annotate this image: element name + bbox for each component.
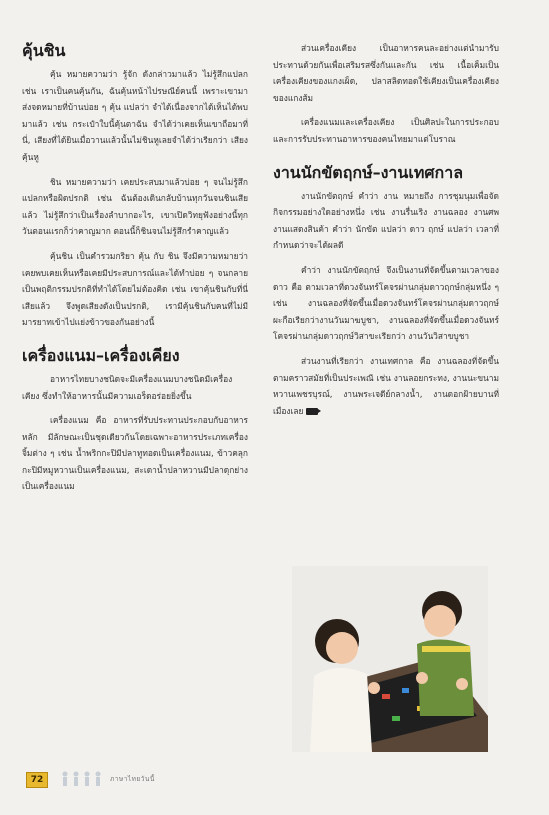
paragraph-khrueang-naem: เครื่องแนม คือ อาหารที่รับประทานประกอบกับอาหารหลัก มีลักษณะเป็นชุดเดียวกันโดยเฉพาะอาหารประเภทเครื่องจิ้มต่าง ๆ เช่น น้ำพริกกะปิมีปลาทูทอดเป็นเครื่องแนม, ข้าวคลุกกะปิมีหมูหวานเป็นเครื่องแนม, สะเดาน้ำปลาหวานมีปลาดุกย่างเป็นเครื่องแนม xyxy=(22,415,248,492)
paragraph-kun: คุ้น หมายความว่า รู้จัก ดังกล่าวมาแล้ว ไม่รู้สึกแปลก เช่น เราเป็นคนคุ้นกัน, ฉันคุ้นหน้าไปรษณีย์คนนี้ เพราะเขามาส่งจดหมายที่บ้านบ่อย ๆ คุ้น แปลว่า จำได้เนื่องจากได้เห็นได้พบมาแล้ว เช่น กระเป๋าใบนี้คุ้นตาฉัน จำได้ว่าเคยเห็นเขาถือมาที่นี่, เสียงที่ได้ยินเมื่อวานแล้วนั้นไม่ชินหูเลยจำได้ว่าเรียกว่า เสียงคุ้นหู xyxy=(22,69,248,162)
footer-decoration-icon xyxy=(60,771,104,787)
paragraph-kunchin: คุ้นชิน เป็นคำรวมกริยา คุ้น กับ ชิน จึงมีความหมายว่า เคยพบเคยเห็นหรือเคยมีประสบการณ์และได้ทำบ่อย ๆ จนกลายเป็นพฤติกรรมปรกติที่ทำได้โดยไม่ต้องคิด เช่น เขาคุ้นชินกับที่นี่เสียแล้ว จึงพูดเสียงดังเป็นปรกติ, เรามีคุ้นชินกับคนที่ไม่มีมารยาทเข้าไปแย่งข้าวของกันอย่างนี้ xyxy=(22,250,248,328)
heading-kunchin: คุ้นชิน xyxy=(22,41,66,60)
paragraph-intro: อาหารไทยบางชนิดจะมีเครื่องแนมบางชนิดมีเครื่องเคียง ซึ่งทำให้อาหารนั้นมีความเอร็ดอร่อยยิ่งขึ้น xyxy=(22,373,233,401)
heading-ngan-nakkhattaroek: งานนักขัตฤกษ์–งานเทศกาล xyxy=(273,162,463,182)
paragraph-moon: คำว่า งานนักขัตฤกษ์ จึงเป็นงานที่จัดขึ้นตามเวลาของดาว คือ ตามเวลาที่ดวงจันทร์โคจรผ่านกลุ่มดาวฤกษ์กลุ่มหนึ่ง ๆ เช่น งานฉลองที่จัดขึ้นเมื่อดวงจันทร์โคจรผ่านกลุ่มดาวฤกษ์ผะกือเรียกว่างานวันมาฆบูชา, งานฉลองที่จัดขึ้นเมื่อดวงจันทร์โคจรผ่านกลุ่มดาวฤกษ์วิสาขะเรียกว่า งานวันวิสาขบูชา xyxy=(273,264,499,342)
thetsakan-text: ส่วนงานที่เรียกว่า งานเทศกาล คือ งานฉลองที่จัดขึ้นตามคราวสมัยที่เป็นประเพณี เช่น งานลอยกระทง, งานนะขนามหวานเพชรบุรณ์, งานพระเจดีย์กลางน้ำ, งานดอกฝ้ายบานที่เมืองเลย xyxy=(273,355,499,416)
paragraph-chin: ชิน หมายความว่า เคยประสบมาแล้วบ่อย ๆ จนไม่รู้สึกแปลกหรือผิดปรกติ เช่น ฉันต้องเดินกลับบ้านทุกวันจนชินเสียแล้ว ไม่รู้สึกว่าเป็นเรื่องลำบากอะไร, เขาเปิดวิทยุฟังอย่างนี้ทุกวันตอนแรกก็ว่าคาญมาก ตอนนี้ก็ชินจนไม่รู้สึกรำคาญแล้ว xyxy=(22,176,248,237)
right-column xyxy=(273,40,499,419)
heading-khrueang-naem: เครื่องแนม–เครื่องเคียง xyxy=(22,345,180,365)
paragraph-khrueang-khiang: ส่วนเครื่องเคียง เป็นอาหารคนละอย่างแต่นำมารับประทานด้วยกันเพื่อเสริมรสซึ่งกันและกัน เช่น เนื้อเค็มเป็นเครื่องเคียงของแกงเผ็ด, ปลาสลิดทอดใช้เคียงเป็นเครื่องเคียงของแกงส้ม xyxy=(273,43,499,103)
page-number: 72 xyxy=(26,772,48,788)
paragraph-art: เครื่องแนมและเครื่องเคียง เป็นศิลปะในการประกอบและการรับประทานอาหารของคนไทยมาแต่โบราณ xyxy=(273,117,499,144)
children-playing-photo xyxy=(292,566,488,752)
left-column xyxy=(22,40,248,503)
paragraph-thetsakan xyxy=(273,353,499,419)
end-mark-icon xyxy=(306,408,318,415)
footer-title: ภาษาไทยวันนี้ xyxy=(110,775,155,783)
paragraph-nakkhattaroek: งานนักขัตฤกษ์ คำว่า งาน หมายถึง การชุมนุมเพื่อจัดกิจกรรมอย่างใดอย่างหนึ่ง เช่น งานรื่นเริง งานฉลอง งานศพ งานแสดงสินค้า คำว่า นักขัต แปลว่า ดาว ฤกษ์ แปลว่า เวลาที่กำหนดว่าจะได้ผลดี xyxy=(273,190,499,251)
